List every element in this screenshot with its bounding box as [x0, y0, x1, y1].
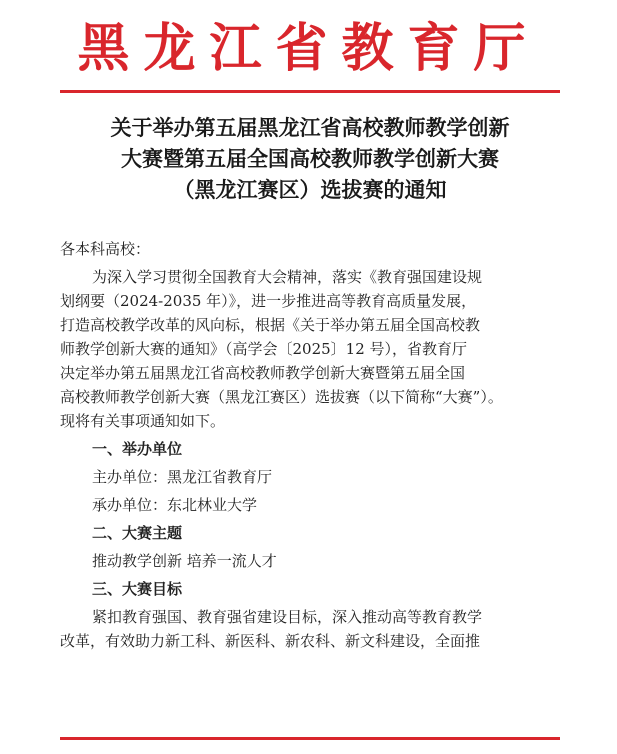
intro-line-3: 打造高校教学改革的风向标，根据《关于举办第五届全国高校教 [60, 316, 481, 334]
document-title [60, 112, 560, 205]
section-heading-organizers: 一、举办单位 [92, 440, 183, 458]
salutation: 各本科高校： [60, 240, 151, 258]
intro-line-7: 现将有关事项通知如下。 [60, 412, 226, 430]
letterhead: 黑龙江省教育厅 [77, 18, 540, 79]
contest-theme: 推动教学创新 培养一流人才 [92, 552, 277, 570]
section-heading-goals: 三、大赛目标 [92, 580, 183, 598]
document-body [60, 237, 560, 653]
letterhead-red-rule [60, 90, 560, 93]
title-line-1: 关于举办第五届黑龙江省高校教师教学创新 [110, 115, 510, 140]
goals-line-2: 改革，有效助力新工科、新医科、新农科、新文科建设，全面推 [60, 632, 481, 650]
intro-line-2: 划纲要（2024-2035 年）》，进一步推进高等教育高质量发展， [60, 292, 477, 310]
intro-line-6: 高校教师教学创新大赛（黑龙江赛区）选拔赛（以下简称“大赛”）。 [60, 388, 503, 406]
intro-line-5: 决定举办第五届黑龙江省高校教师教学创新大赛暨第五届全国 [60, 364, 466, 382]
goals-line-1: 紧扣教育强国、教育强省建设目标，深入推动高等教育教学 [92, 608, 483, 626]
footer-red-rule [60, 737, 560, 740]
title-line-2: 大赛暨第五届全国高校教师教学创新大赛 [121, 146, 499, 171]
title-line-3: （黑龙江赛区）选拔赛的通知 [173, 177, 447, 202]
intro-line-1: 为深入学习贯彻全国教育大会精神，落实《教育强国建设规 [92, 268, 483, 286]
section-heading-theme: 二、大赛主题 [92, 524, 183, 542]
host-unit: 主办单位：黑龙江省教育厅 [92, 468, 273, 486]
organizer-unit: 承办单位：东北林业大学 [92, 496, 258, 514]
intro-line-4: 师教学创新大赛的通知》（高学会〔2025〕12 号），省教育厅 [60, 340, 468, 358]
